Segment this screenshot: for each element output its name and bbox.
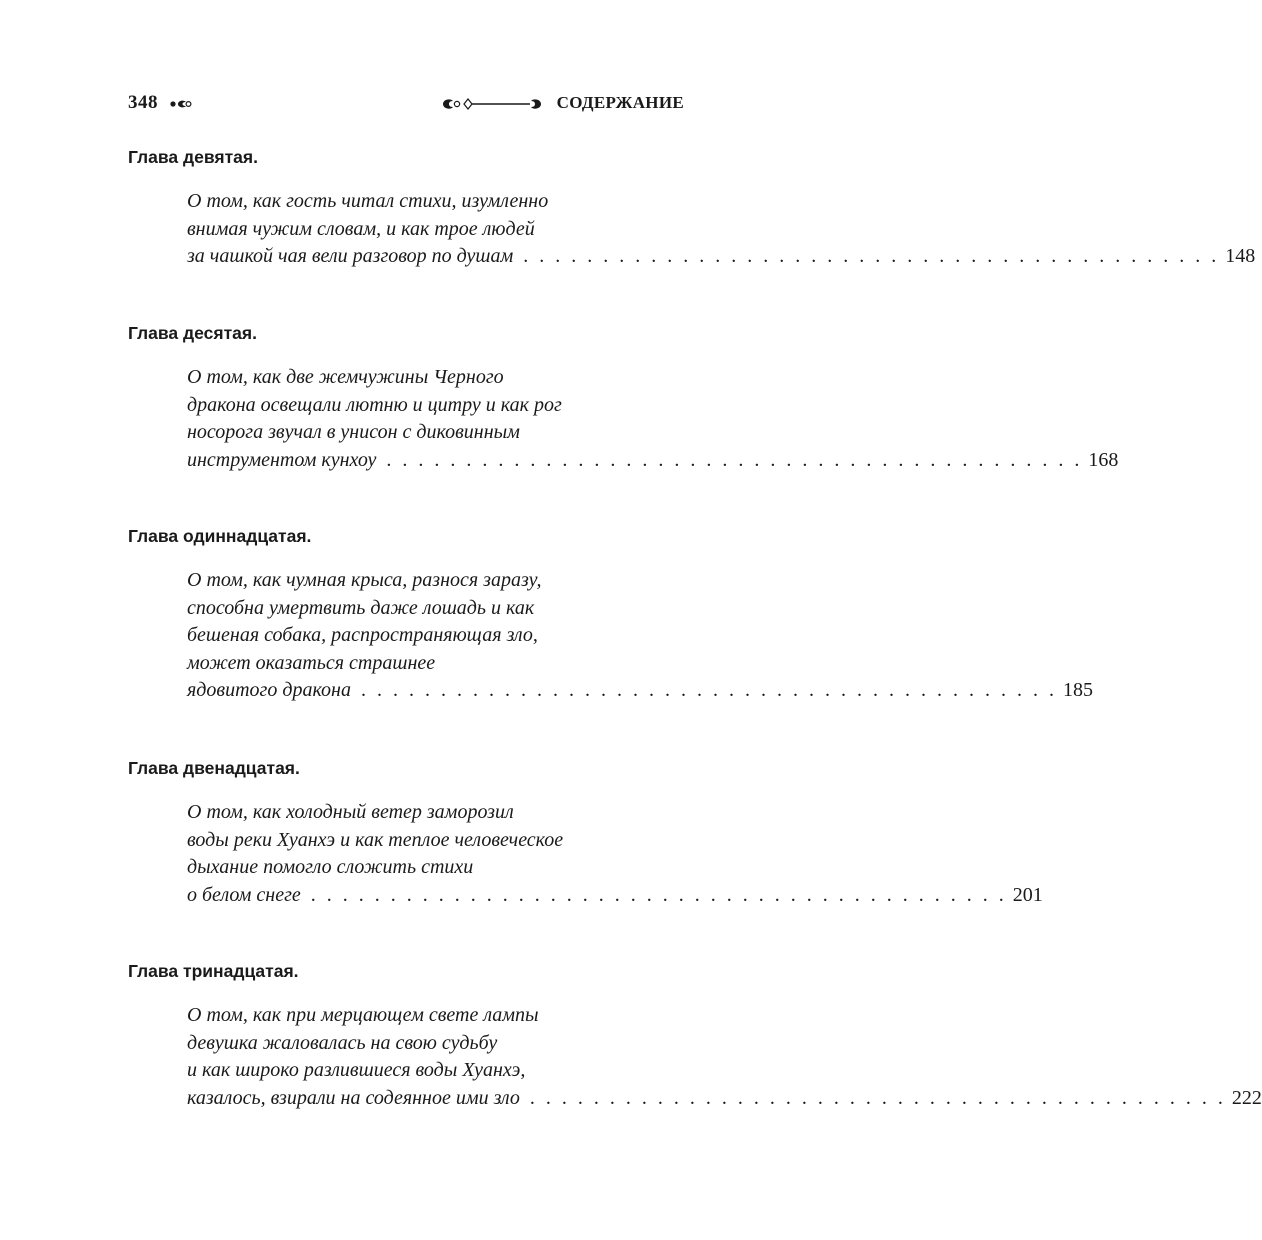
description-line: ядовитого дракона (187, 679, 351, 701)
dot-leader: . . . . . . . . . . . . . . . . . . . . . . . . . . . . . . . . . . . . . . . . . . . . (386, 448, 1083, 471)
toc-entry (128, 144, 1256, 271)
description-line: воды реки Хуанхэ и как теплое человеческое (187, 828, 564, 851)
chapter-description (128, 799, 1043, 909)
chapter-title: Глава двенадцатая. (128, 758, 300, 778)
description-line: носорога звучал в унисон с диковинным (187, 421, 520, 443)
chapter-description (128, 1002, 1262, 1112)
header-rule-ornament-icon (442, 96, 542, 112)
page-reference: 185 (1062, 679, 1093, 701)
description-line: О том, как чумная крыса, разнося заразу, (187, 569, 542, 591)
description-line: может оказаться страшнее (187, 651, 436, 674)
page-reference: 168 (1088, 448, 1119, 471)
toc-entry (128, 755, 1043, 909)
description-line: О том, как при мерцающем свете лампы (187, 1004, 539, 1026)
description-line: и как широко разлившиеся воды Хуанхэ, (187, 1059, 526, 1081)
description-line: О том, как гость читал стихи, изумленно (187, 190, 549, 212)
toc-entry (128, 320, 1119, 474)
description-line: бешеная собака, распространяющая зло, (187, 624, 538, 646)
description-line: за чашкой чая вели разговор по душам (187, 245, 514, 267)
dot-leader: . . . . . . . . . . . . . . . . . . . . . . . . . . . . . . . . . . . . . . . . . . . . (310, 883, 1007, 906)
description-line: дыхание помогло сложить стихи (187, 856, 474, 878)
toc-entry (128, 958, 1262, 1112)
description-line: О том, как холодный ветер заморозил (187, 801, 514, 823)
running-head: СОДЕРЖАНИЕ (556, 93, 684, 112)
description-line: внимая чужим словам, и как трое людей (187, 217, 535, 240)
description-last-line (187, 1085, 1262, 1113)
description-last-line (187, 243, 1256, 271)
description-line: способна умертвить даже лошадь и как (187, 596, 535, 619)
chapter-title: Глава тринадцатая. (128, 961, 299, 981)
description-last-line (187, 677, 1093, 705)
small-ornament-icon (170, 98, 192, 110)
description-line: дракона освещали лютню и цитру и как рог (187, 393, 562, 416)
chapter-title: Глава девятая. (128, 147, 258, 167)
chapter-title: Глава одиннадцатая. (128, 526, 312, 546)
description-line: казалось, взирали на содеянное ими зло (187, 1086, 520, 1109)
page-reference: 222 (1231, 1086, 1262, 1109)
page-number: 348 (128, 92, 158, 113)
description-line: инструментом кунхоу (187, 448, 377, 471)
description-last-line (187, 447, 1119, 475)
page-header (128, 88, 684, 118)
dot-leader: . . . . . . . . . . . . . . . . . . . . . . . . . . . . . . . . . . . . . . . . . . . . (360, 679, 1057, 701)
description-last-line (187, 882, 1043, 910)
chapter-title: Глава десятая. (128, 323, 257, 343)
toc-entry (128, 523, 1093, 705)
page-reference: 201 (1012, 883, 1043, 906)
description-line: О том, как две жемчужины Черного (187, 366, 504, 388)
dot-leader: . . . . . . . . . . . . . . . . . . . . . . . . . . . . . . . . . . . . . . . . . . . . (523, 245, 1220, 267)
page-reference: 148 (1225, 245, 1256, 267)
chapter-description (128, 364, 1119, 474)
dot-leader: . . . . . . . . . . . . . . . . . . . . . . . . . . . . . . . . . . . . . . . . . . . . (529, 1086, 1226, 1109)
chapter-description (128, 188, 1256, 271)
description-line: девушка жаловалась на свою судьбу (187, 1031, 498, 1054)
description-line: о белом снеге (187, 883, 301, 906)
chapter-description (128, 567, 1093, 705)
